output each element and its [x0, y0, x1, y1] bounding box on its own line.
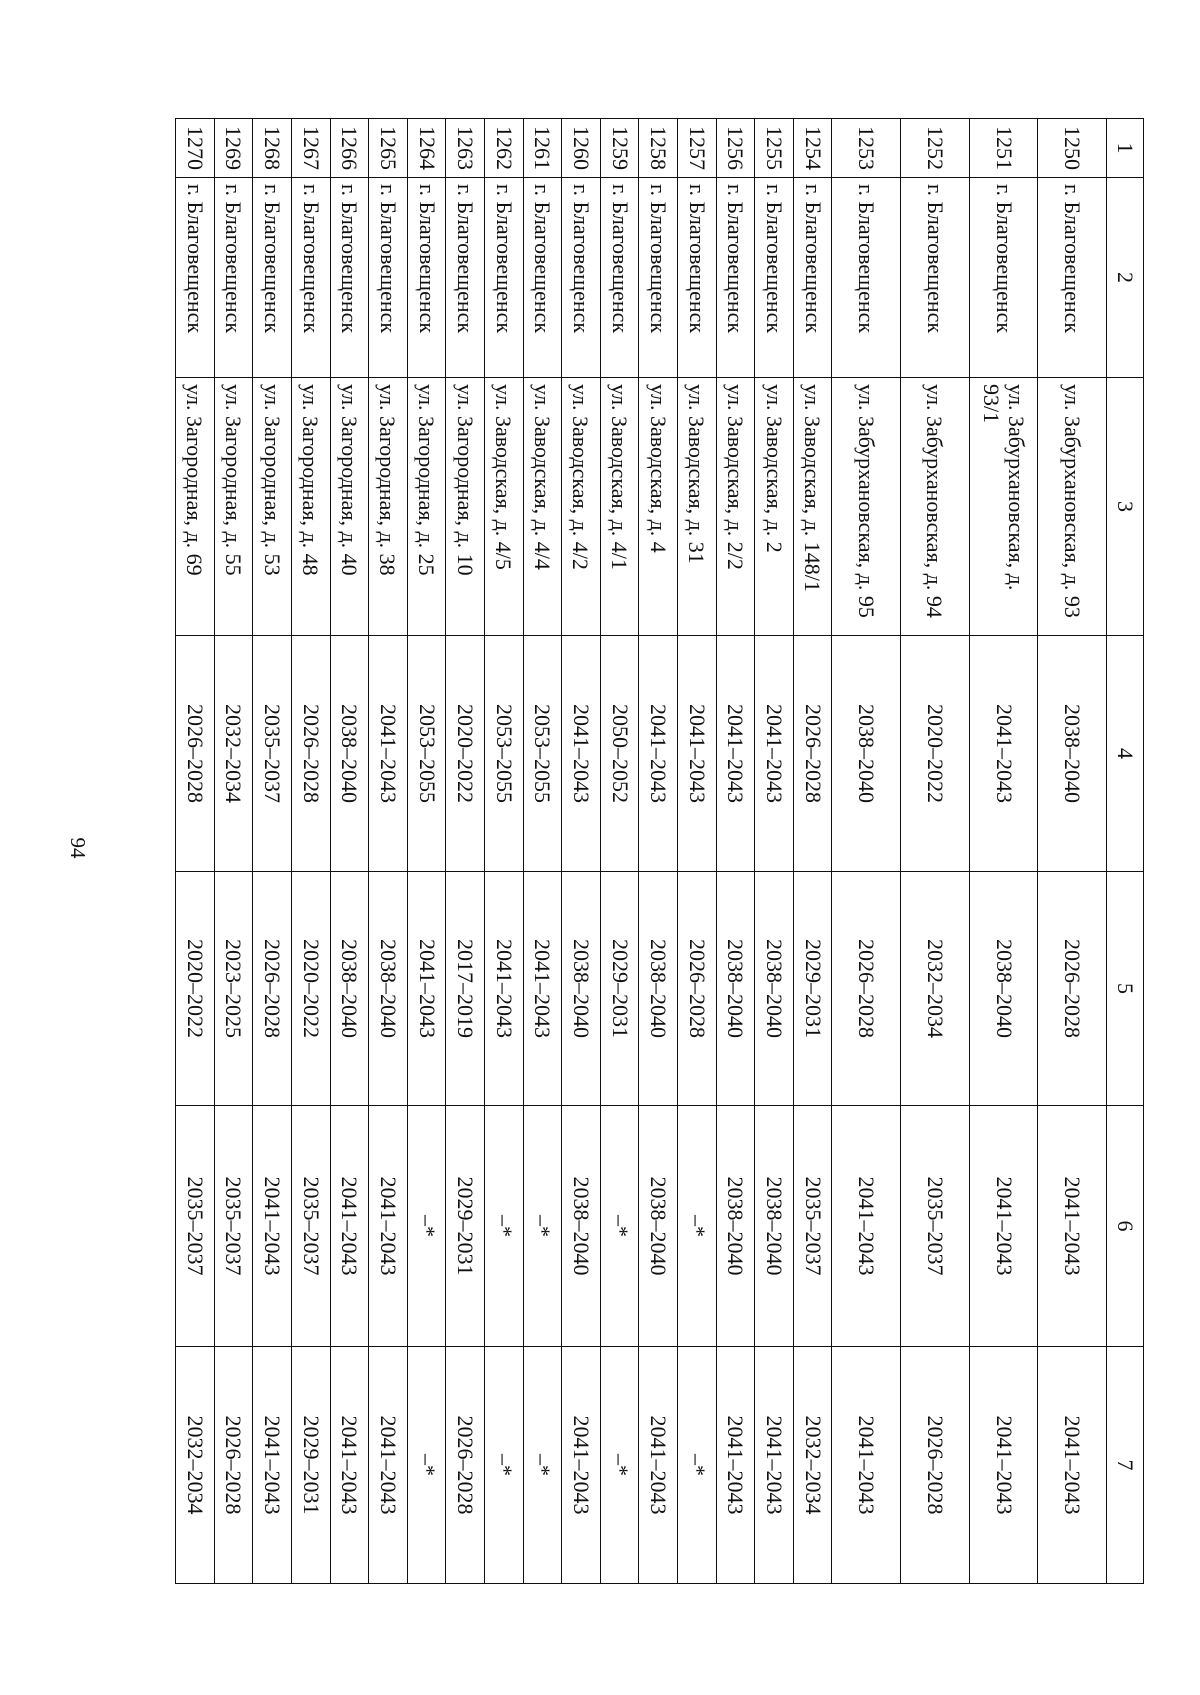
city-cell: г. Благовещенск	[523, 178, 562, 378]
address-cell: ул. Заводская, д. 148/1	[793, 378, 832, 636]
period-cell-col6: 2035–2037	[176, 1106, 215, 1347]
row-number-cell: 1264	[407, 119, 446, 178]
table-row	[832, 119, 901, 1584]
period-cell-col4: 2041–2043	[369, 636, 408, 872]
table-row	[291, 119, 330, 1584]
period-cell-col5: 2032–2034	[901, 872, 970, 1106]
period-cell-col5: 2026–2028	[678, 872, 717, 1106]
period-cell-col4: 2020–2022	[901, 636, 970, 872]
period-cell-col7: –*	[484, 1347, 523, 1584]
address-cell: ул. Заводская, д. 4/2	[562, 378, 601, 636]
period-cell-col6: 2041–2043	[832, 1106, 901, 1347]
period-cell-col5: 2026–2028	[832, 872, 901, 1106]
row-number-cell: 1254	[793, 119, 832, 178]
address-cell: ул. Загородная, д. 53	[253, 378, 292, 636]
city-cell: г. Благовещенск	[755, 178, 794, 378]
period-cell-col5: 2038–2040	[716, 872, 755, 1106]
period-cell-col7: 2041–2043	[639, 1347, 678, 1584]
period-cell-col5: 2038–2040	[330, 872, 369, 1106]
period-cell-col6: 2038–2040	[562, 1106, 601, 1347]
address-cell: ул. Забурхановская, д. 94	[901, 378, 970, 636]
table-row	[484, 119, 523, 1584]
city-cell: г. Благовещенск	[793, 178, 832, 378]
period-cell-col5: 2041–2043	[523, 872, 562, 1106]
period-cell-col4: 2041–2043	[716, 636, 755, 872]
period-cell-col5: 2026–2028	[253, 872, 292, 1106]
city-cell: г. Благовещенск	[214, 178, 253, 378]
row-number-cell: 1257	[678, 119, 717, 178]
row-number-cell: 1266	[330, 119, 369, 178]
period-cell-col4: 2053–2055	[407, 636, 446, 872]
page-number: 94	[66, 837, 90, 859]
row-number-cell: 1252	[901, 119, 970, 178]
city-cell: г. Благовещенск	[600, 178, 639, 378]
period-cell-col6: 2035–2037	[214, 1106, 253, 1347]
period-cell-col4: 2041–2043	[562, 636, 601, 872]
row-number-cell: 1259	[600, 119, 639, 178]
city-cell: г. Благовещенск	[330, 178, 369, 378]
table-row	[793, 119, 832, 1584]
period-cell-col7: 2032–2034	[176, 1347, 215, 1584]
row-number-cell: 1260	[562, 119, 601, 178]
column-header: 2	[1107, 178, 1144, 378]
period-cell-col6: –*	[407, 1106, 446, 1347]
period-cell-col7: 2026–2028	[214, 1347, 253, 1584]
period-cell-col4: 2050–2052	[600, 636, 639, 872]
period-cell-col6: 2041–2043	[330, 1106, 369, 1347]
row-number-cell: 1265	[369, 119, 408, 178]
period-cell-col7: –*	[407, 1347, 446, 1584]
period-cell-col4: 2038–2040	[330, 636, 369, 872]
row-number-cell: 1258	[639, 119, 678, 178]
period-cell-col6: 2041–2043	[253, 1106, 292, 1347]
period-cell-col6: 2038–2040	[755, 1106, 794, 1347]
city-cell: г. Благовещенск	[969, 178, 1038, 378]
table-row	[716, 119, 755, 1584]
row-number-cell: 1253	[832, 119, 901, 178]
city-cell: г. Благовещенск	[716, 178, 755, 378]
table-row	[253, 119, 292, 1584]
period-cell-col4: 2041–2043	[755, 636, 794, 872]
period-cell-col6: –*	[523, 1106, 562, 1347]
city-cell: г. Благовещенск	[446, 178, 485, 378]
address-cell: ул. Загородная, д. 40	[330, 378, 369, 636]
period-cell-col7: 2041–2043	[716, 1347, 755, 1584]
column-header: 3	[1107, 378, 1144, 636]
table-row	[330, 119, 369, 1584]
address-cell: ул. Заводская, д. 4/1	[600, 378, 639, 636]
row-number-cell: 1267	[291, 119, 330, 178]
period-cell-col4: 2026–2028	[291, 636, 330, 872]
row-number-cell: 1255	[755, 119, 794, 178]
row-number-cell: 1256	[716, 119, 755, 178]
period-cell-col5: 2023–2025	[214, 872, 253, 1106]
period-cell-col4: 2026–2028	[176, 636, 215, 872]
row-number-cell: 1250	[1038, 119, 1107, 178]
row-number-cell: 1263	[446, 119, 485, 178]
period-cell-col5: 2041–2043	[484, 872, 523, 1106]
period-cell-col6: 2035–2037	[291, 1106, 330, 1347]
period-cell-col5: 2017–2019	[446, 872, 485, 1106]
city-cell: г. Благовещенск	[562, 178, 601, 378]
city-cell: г. Благовещенск	[253, 178, 292, 378]
period-cell-col6: 2041–2043	[1038, 1106, 1107, 1347]
city-cell: г. Благовещенск	[901, 178, 970, 378]
row-number-cell: 1268	[253, 119, 292, 178]
city-cell: г. Благовещенск	[484, 178, 523, 378]
address-cell: ул. Загородная, д. 25	[407, 378, 446, 636]
period-cell-col7: 2029–2031	[291, 1347, 330, 1584]
city-cell: г. Благовещенск	[1038, 178, 1107, 378]
rotated-table-frame	[175, 118, 1144, 1583]
header-row	[1107, 119, 1144, 1584]
column-header: 5	[1107, 872, 1144, 1106]
period-cell-col7: –*	[523, 1347, 562, 1584]
period-cell-col6: 2038–2040	[639, 1106, 678, 1347]
table-row	[639, 119, 678, 1584]
period-cell-col5: 2029–2031	[600, 872, 639, 1106]
row-number-cell: 1261	[523, 119, 562, 178]
table-row	[369, 119, 408, 1584]
city-cell: г. Благовещенск	[407, 178, 446, 378]
table-row	[523, 119, 562, 1584]
period-cell-col5: 2029–2031	[793, 872, 832, 1106]
table-row	[755, 119, 794, 1584]
period-cell-col4: 2041–2043	[969, 636, 1038, 872]
period-cell-col7: 2041–2043	[969, 1347, 1038, 1584]
period-cell-col7: 2026–2028	[901, 1347, 970, 1584]
row-number-cell: 1262	[484, 119, 523, 178]
period-cell-col7: 2041–2043	[369, 1347, 408, 1584]
period-cell-col7: 2041–2043	[1038, 1347, 1107, 1584]
period-cell-col7: 2041–2043	[562, 1347, 601, 1584]
period-cell-col5: 2041–2043	[407, 872, 446, 1106]
schedule-table	[175, 118, 1144, 1584]
period-cell-col7: –*	[600, 1347, 639, 1584]
table-row	[969, 119, 1038, 1584]
period-cell-col7: 2041–2043	[755, 1347, 794, 1584]
period-cell-col4: 2035–2037	[253, 636, 292, 872]
period-cell-col6: 2041–2043	[969, 1106, 1038, 1347]
row-number-cell: 1269	[214, 119, 253, 178]
period-cell-col7: 2041–2043	[330, 1347, 369, 1584]
city-cell: г. Благовещенск	[291, 178, 330, 378]
table-row	[678, 119, 717, 1584]
table-row	[407, 119, 446, 1584]
period-cell-col5: 2038–2040	[562, 872, 601, 1106]
city-cell: г. Благовещенск	[369, 178, 408, 378]
period-cell-col4: 2053–2055	[484, 636, 523, 872]
period-cell-col6: 2029–2031	[446, 1106, 485, 1347]
period-cell-col6: 2035–2037	[793, 1106, 832, 1347]
period-cell-col7: 2032–2034	[793, 1347, 832, 1584]
address-cell: ул. Забурхановская, д. 93/1	[969, 378, 1038, 636]
period-cell-col7: 2026–2028	[446, 1347, 485, 1584]
column-header: 4	[1107, 636, 1144, 872]
address-cell: ул. Забурхановская, д. 95	[832, 378, 901, 636]
period-cell-col5: 2038–2040	[755, 872, 794, 1106]
column-header: 1	[1107, 119, 1144, 178]
period-cell-col5: 2038–2040	[639, 872, 678, 1106]
period-cell-col5: 2020–2022	[176, 872, 215, 1106]
period-cell-col4: 2041–2043	[678, 636, 717, 872]
period-cell-col7: –*	[678, 1347, 717, 1584]
period-cell-col5: 2026–2028	[1038, 872, 1107, 1106]
period-cell-col4: 2020–2022	[446, 636, 485, 872]
row-number-cell: 1251	[969, 119, 1038, 178]
city-cell: г. Благовещенск	[832, 178, 901, 378]
period-cell-col6: –*	[484, 1106, 523, 1347]
address-cell: ул. Загородная, д. 69	[176, 378, 215, 636]
period-cell-col6: 2038–2040	[716, 1106, 755, 1347]
period-cell-col6: 2041–2043	[369, 1106, 408, 1347]
period-cell-col7: 2041–2043	[253, 1347, 292, 1584]
table-body	[176, 119, 1107, 1584]
city-cell: г. Благовещенск	[639, 178, 678, 378]
table-row	[901, 119, 970, 1584]
table-row	[1038, 119, 1107, 1584]
period-cell-col6: –*	[678, 1106, 717, 1347]
table-row	[176, 119, 215, 1584]
column-header: 6	[1107, 1106, 1144, 1347]
address-cell: ул. Заводская, д. 4/4	[523, 378, 562, 636]
address-cell: ул. Забурхановская, д. 93	[1038, 378, 1107, 636]
column-header: 7	[1107, 1347, 1144, 1584]
period-cell-col6: 2035–2037	[901, 1106, 970, 1347]
period-cell-col6: –*	[600, 1106, 639, 1347]
period-cell-col4: 2038–2040	[1038, 636, 1107, 872]
table-row	[600, 119, 639, 1584]
address-cell: ул. Загородная, д. 48	[291, 378, 330, 636]
address-cell: ул. Заводская, д. 2/2	[716, 378, 755, 636]
address-cell: ул. Загородная, д. 55	[214, 378, 253, 636]
period-cell-col5: 2038–2040	[969, 872, 1038, 1106]
address-cell: ул. Загородная, д. 38	[369, 378, 408, 636]
period-cell-col4: 2038–2040	[832, 636, 901, 872]
city-cell: г. Благовещенск	[176, 178, 215, 378]
period-cell-col4: 2041–2043	[639, 636, 678, 872]
table-row	[446, 119, 485, 1584]
period-cell-col5: 2038–2040	[369, 872, 408, 1106]
table-row	[214, 119, 253, 1584]
table-wrapper	[175, 118, 1144, 1583]
city-cell: г. Благовещенск	[678, 178, 717, 378]
address-cell: ул. Заводская, д. 4	[639, 378, 678, 636]
table-row	[562, 119, 601, 1584]
address-cell: ул. Загородная, д. 10	[446, 378, 485, 636]
address-cell: ул. Заводская, д. 4/5	[484, 378, 523, 636]
period-cell-col4: 2032–2034	[214, 636, 253, 872]
address-cell: ул. Заводская, д. 2	[755, 378, 794, 636]
period-cell-col5: 2020–2022	[291, 872, 330, 1106]
period-cell-col7: 2041–2043	[832, 1347, 901, 1584]
address-cell: ул. Заводская, д. 31	[678, 378, 717, 636]
period-cell-col4: 2026–2028	[793, 636, 832, 872]
row-number-cell: 1270	[176, 119, 215, 178]
period-cell-col4: 2053–2055	[523, 636, 562, 872]
